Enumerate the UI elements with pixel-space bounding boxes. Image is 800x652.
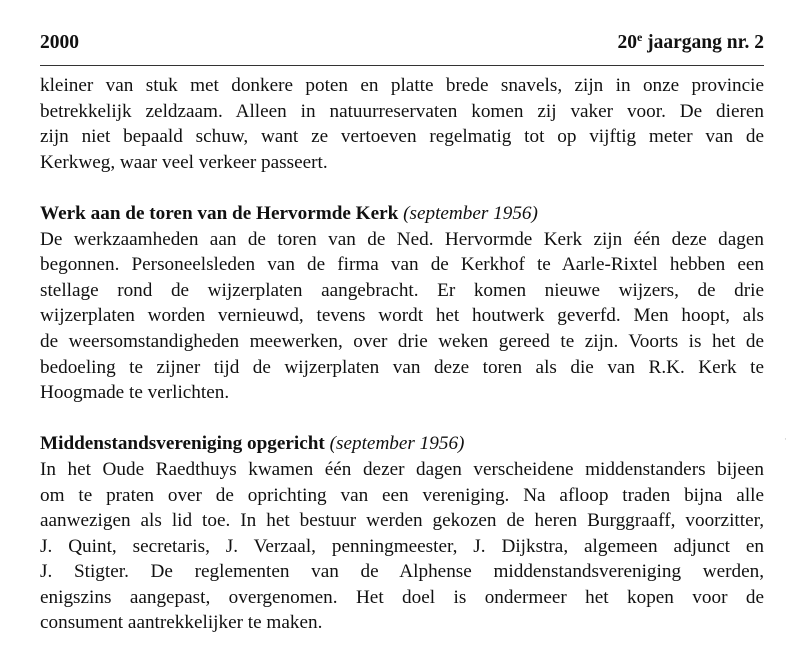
section-heading xyxy=(40,201,764,227)
text-line: bedoeling te zijner tijd de wijzerplaten van deze toren als die van R.K. Kerk te xyxy=(40,356,764,378)
section-heading xyxy=(40,431,764,457)
section-vereniging xyxy=(40,431,764,636)
text-line: J. Quint, secretaris, J. Verzaal, penningmeester, J. Dijkstra, algemeen adjunct en xyxy=(40,535,764,557)
text-line: enigszins aangepast, overgenomen. Het doel is ondermeer het kopen voor de xyxy=(40,586,764,608)
text-line: Hoogmade te verlichten. xyxy=(40,382,230,404)
text-line: betrekkelijk zeldzaam. Alleen in natuurreservaten komen zij vaker voor. De dieren xyxy=(40,100,764,122)
article-body xyxy=(40,73,764,636)
section-title: Middenstandsvereniging opgericht xyxy=(40,433,325,455)
text-line: stellage rond de wijzerplaten aangebracht. Er komen nieuwe wijzers, de drie xyxy=(40,279,764,301)
text-line: om te praten over de oprichting van een vereniging. Na afloop traden bijna alle xyxy=(40,484,764,506)
header-year: 2000 xyxy=(40,32,79,53)
text-line: aanwezigen als lid toe. In het bestuur werden gekozen de heren Burggraaff, voorzitter, xyxy=(40,510,764,532)
header-volume-number: 20 xyxy=(617,32,637,53)
text-line: wijzerplaten worden vernieuwd, tevens wordt het houtwerk geverfd. Men hoopt, als xyxy=(40,305,764,327)
header-volume-superscript: e xyxy=(636,30,643,44)
header-volume xyxy=(617,30,764,56)
text-line: Kerkweg, waar veel verkeer passeert. xyxy=(40,151,328,173)
text-line: In het Oude Raedthuys kwamen één dezer dagen verscheidene middenstanders bijeen xyxy=(40,458,764,480)
text-line: kleiner van stuk met donkere poten en platte brede snavels, zijn in onze provincie xyxy=(40,75,764,96)
paragraph-gap xyxy=(40,175,764,201)
section-date: (september 1956) xyxy=(329,433,465,455)
scan-speck: · xyxy=(784,435,787,445)
paragraph-gap xyxy=(40,406,764,432)
header-rule xyxy=(40,65,764,66)
header-volume-rest: jaargang nr. 2 xyxy=(642,32,764,53)
text-line: begonnen. Personeelsleden van de firma van de Kerkhof te Aarle-Rixtel hebben een xyxy=(40,254,764,276)
text-line: de weersomstandigheden meewerken, over drie weken gereed te zijn. Voorts is het de xyxy=(40,330,764,352)
text-line: consument aantrekkelijker te maken. xyxy=(40,612,323,634)
section-date: (september 1956) xyxy=(403,202,538,224)
text-line: J. Stigter. De reglementen van de Alphense middenstandsvereniging werden, xyxy=(40,561,764,583)
text-line: zijn niet bepaald schuw, want ze vertoeven regelmatig tot op vijftig meter van de xyxy=(40,126,764,148)
section-kerk xyxy=(40,201,764,406)
page-header xyxy=(40,30,764,60)
paragraph-intro xyxy=(40,73,764,175)
text-line: De werkzaamheden aan de toren van de Ned. Hervormde Kerk zijn één deze dagen xyxy=(40,228,764,250)
section-title: Werk aan de toren van de Hervormde Kerk xyxy=(40,202,399,224)
